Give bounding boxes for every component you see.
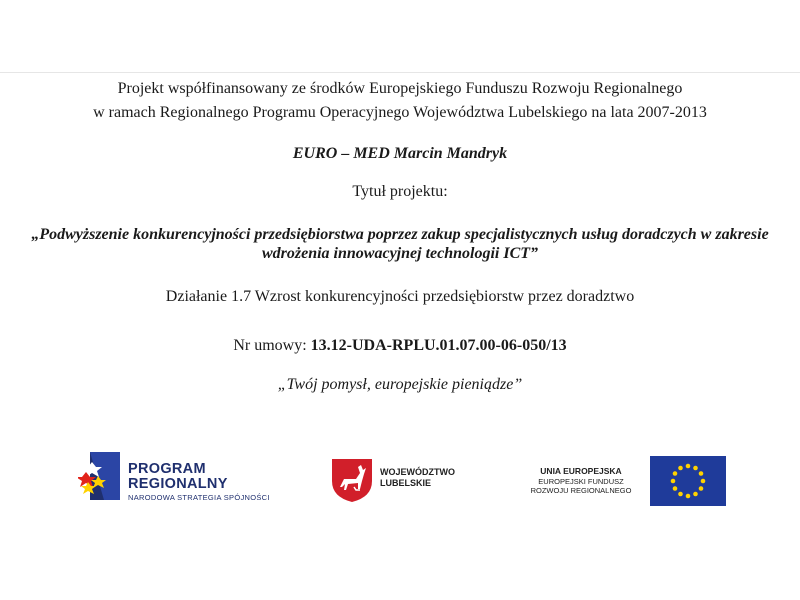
company-name: EURO – MED Marcin Mandryk [292,145,508,162]
program-regionalny-text [128,461,270,502]
program-regionalny-emblem-icon [78,448,124,504]
efrr-line-1: EUROPEJSKI FUNDUSZ [538,477,624,486]
wojewodztwo-lubelskie-logo [330,457,480,505]
lubelskie-word: LUBELSKIE [380,478,432,488]
contract-label: Nr umowy: [233,337,311,354]
eu-text [514,466,648,495]
wojewodztwo-text [380,467,455,489]
eu-logo [514,456,726,506]
lubelskie-coat-of-arms-icon [330,457,374,503]
top-divider [0,72,800,73]
project-title: „Podwyższenie konkurencyjności przedsiębiorstwa poprzez zakup specjalistycznych usług doradczych w zakresie wdrożenia innowacyjnej technologii ICT” [31,226,769,262]
program-subtitle: NARODOWA STRATEGIA SPÓJNOŚCI [128,493,270,502]
efrr-line-2: ROZWOJU REGIONALNEGO [530,486,632,495]
header-line-2: w ramach Regionalnego Programu Operacyjnego Województwa Lubelskiego na lata 2007-2013 [93,104,707,121]
contract-number [0,337,800,355]
slogan: „Twój pomysł, europejskie pieniądze” [277,376,523,393]
unia-europejska-text: UNIA EUROPEJSKA [540,466,622,476]
wojewodztwo-word: WOJEWÓDZTWO [380,467,455,477]
action-line: Działanie 1.7 Wzrost konkurencyjności przedsiębiorstw przez doradztwo [165,288,635,305]
project-title-label: Tytuł projektu: [352,183,448,200]
regionalny-word: REGIONALNY [128,476,228,492]
contract-value: 13.12-UDA-RPLU.01.07.00-06-050/13 [310,337,567,354]
program-word: PROGRAM [128,461,206,477]
eu-flag-icon [650,456,726,506]
program-regionalny-logo [78,448,278,504]
header-line-1: Projekt współfinansowany ze środków Europejskiego Funduszu Rozwoju Regionalnego [117,80,683,97]
